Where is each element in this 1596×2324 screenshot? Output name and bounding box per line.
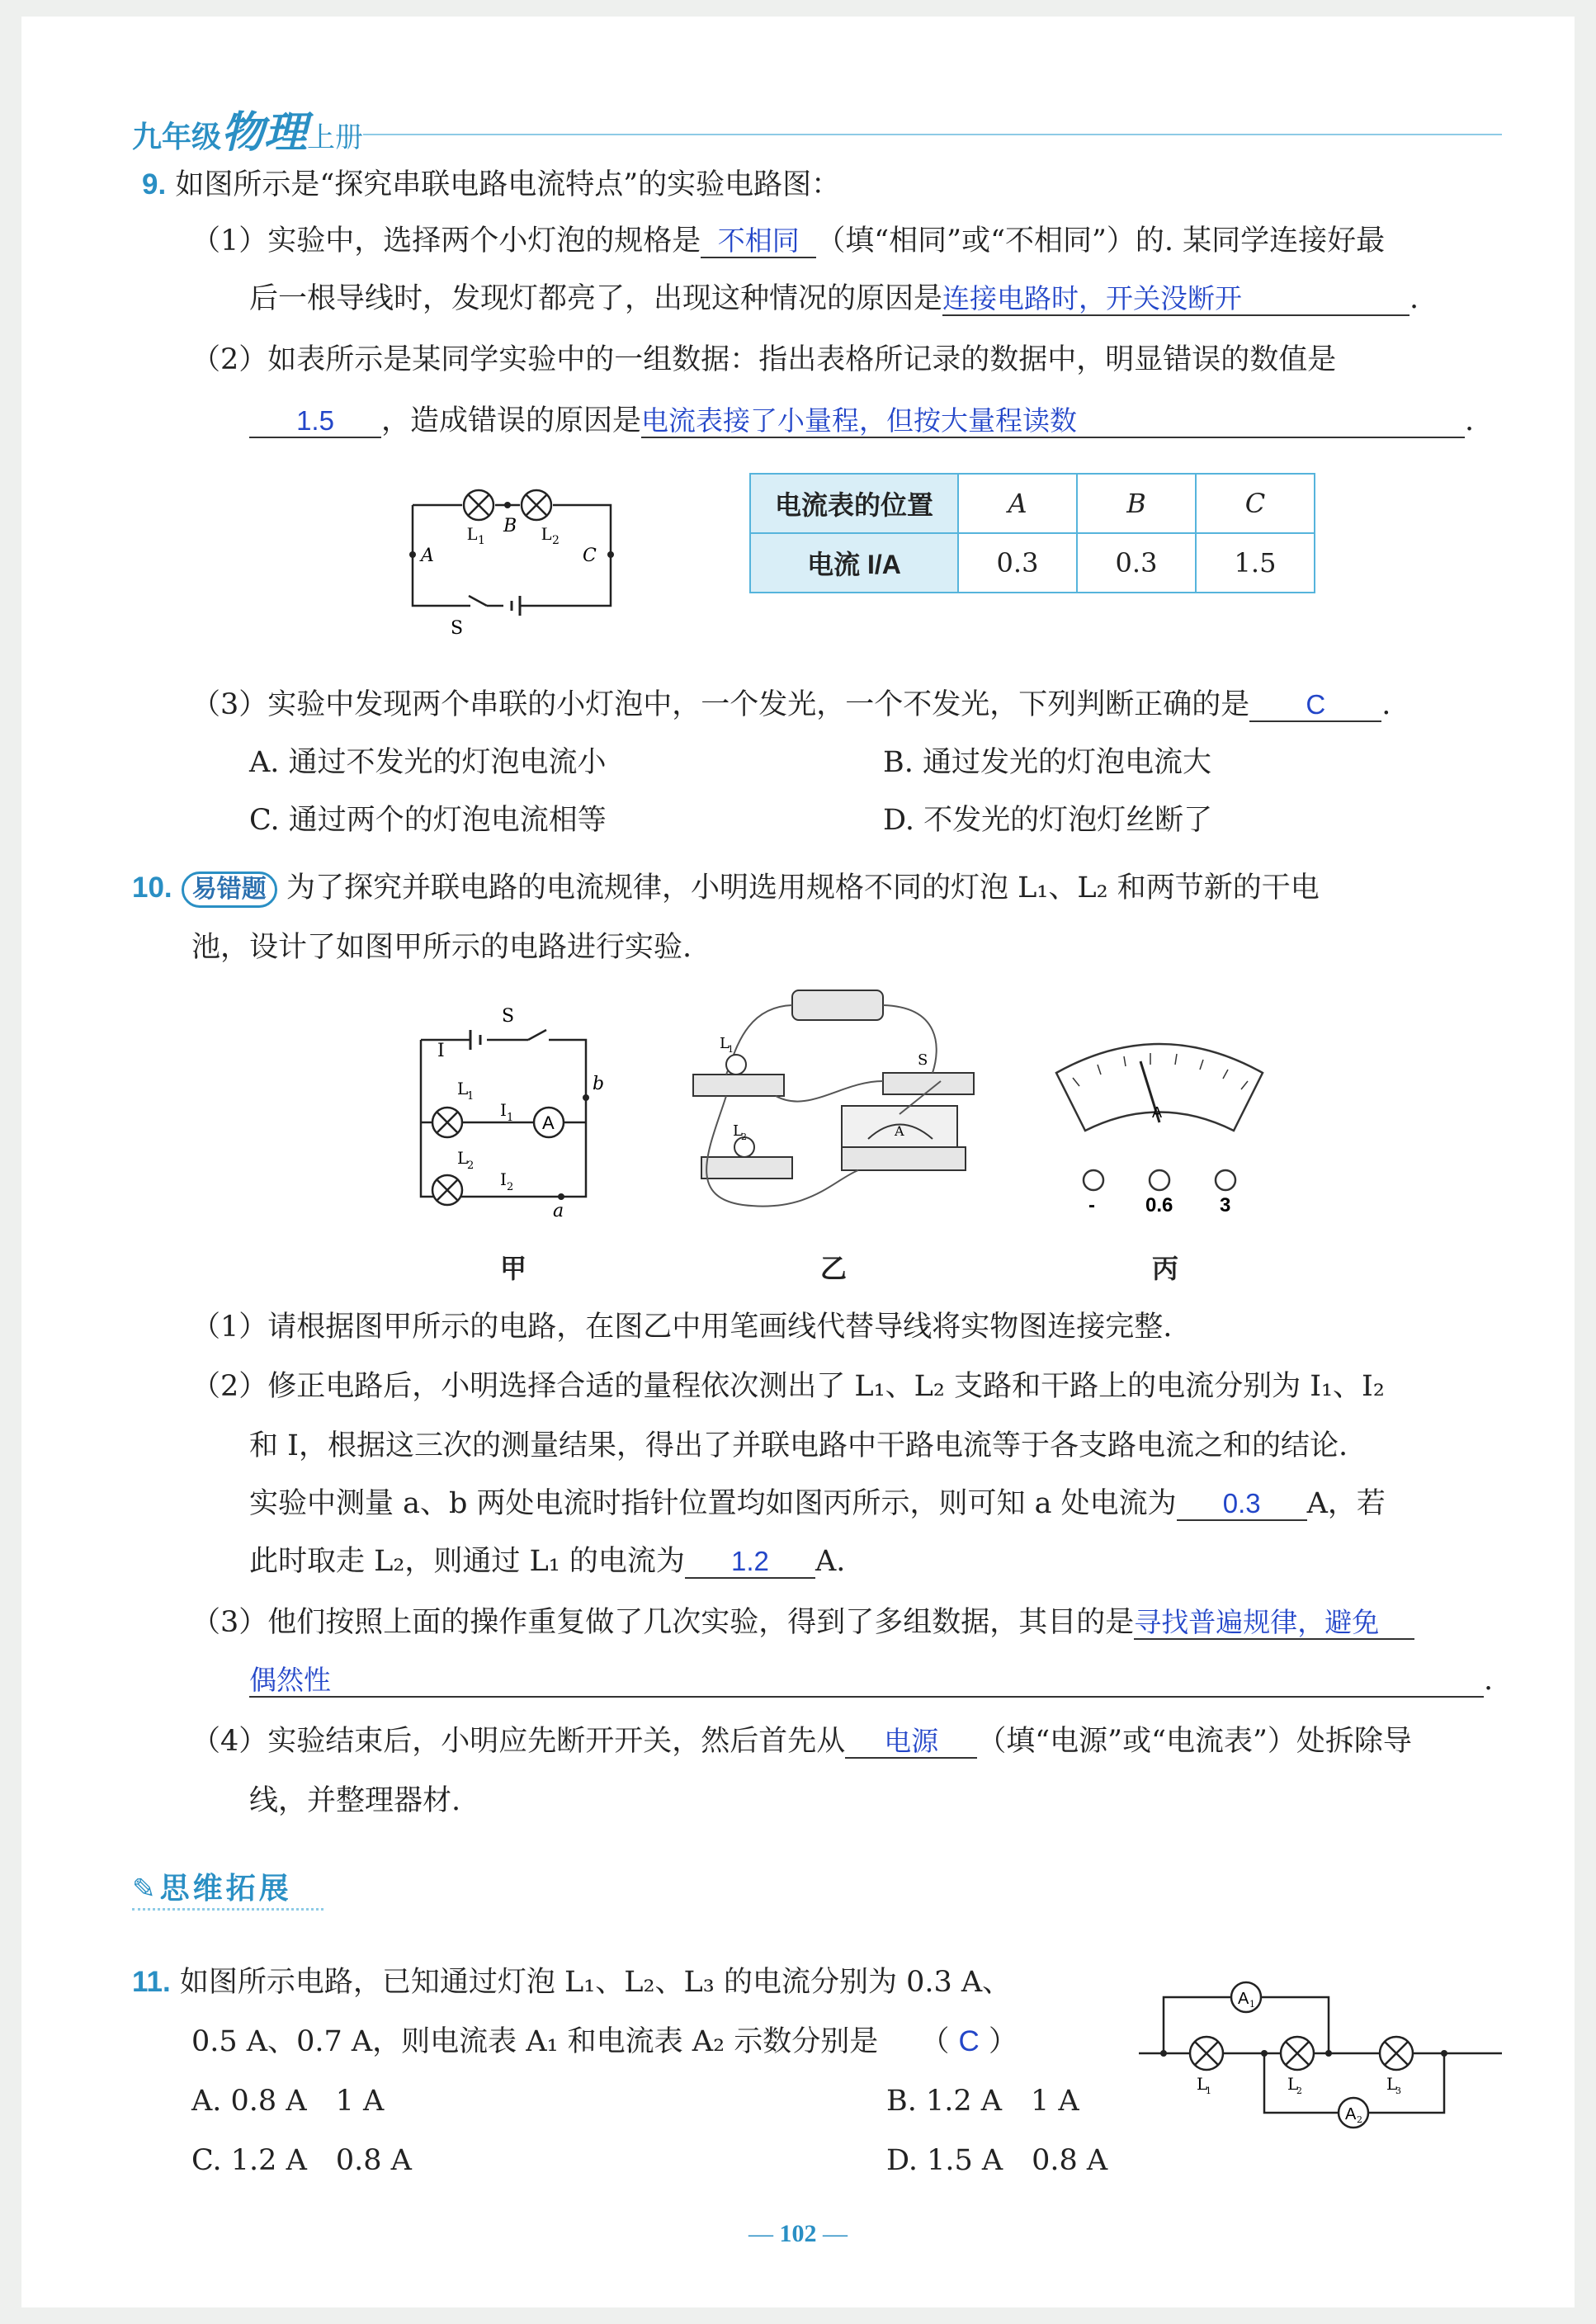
table-header-position: 电流表的位置 [750,474,958,533]
jia-label-l2: L [457,1148,469,1168]
q9-p2-text-b: ，造成错误的原因是 [381,404,642,437]
q11-ammeter-a2: A [1345,2105,1357,2123]
q10-p2-answer2: 1.2 [685,1546,815,1579]
q9-label-a: A [421,546,434,566]
q11-label-l3-sub: 3 [1395,2085,1401,2096]
q10-p3-text: （3）他们按照上面的操作重复做了几次实验，得到了多组数据，其目的是 [191,1606,1135,1639]
section-header [132,1865,292,1907]
jia-label-i1: I [500,1100,507,1120]
q9-label-l1: L [467,523,479,544]
terminal-minus-label: - [1088,1194,1095,1216]
q11-label-l2: L [1287,2074,1299,2094]
header-subject: 物理 [221,109,308,157]
ammeter-a-symbol: A [542,1112,555,1133]
table-row [750,474,1315,533]
section-title: 思维拓展 [159,1871,292,1905]
q10-part2-line3 [249,1486,1386,1522]
q9-p1-answer1: 不相同 [701,225,816,258]
q9-label-l1-sub: 1 [478,534,485,547]
table-row [750,533,1315,593]
footer-dash-right: — [816,2220,848,2247]
q9-label-s: S [451,618,464,639]
q9-p2-answer2: 电流表接了小量程，但按大量程读数 [641,405,1465,438]
q9-p2-end: . [1465,404,1475,437]
q11-number: 11. [132,1966,171,1998]
jia-label-i2: I [500,1169,507,1189]
q9-p1-end: . [1409,282,1419,315]
terminal-3-label: 3 [1220,1194,1231,1216]
q9-option-d: D. 不发光的灯泡灯丝断了 [883,804,1213,837]
q11-ammeter-a2-sub: 2 [1357,2114,1362,2125]
q9-number: 9. [142,168,167,201]
q11-line1 [132,1964,1011,2000]
q9-part2-line2 [249,403,1474,439]
q9-part1-line1 [191,223,1385,259]
q10-part4-line2: 线，并整理器材. [249,1784,461,1817]
q11-label-l1-sub: 1 [1206,2085,1211,2096]
q10-p4-answer: 电源 [845,1726,977,1759]
q9-p3-answer: C [1249,689,1381,722]
terminal-0-6 [1150,1170,1169,1190]
header-rule [363,134,1502,135]
yi-label-l2: L [733,1122,743,1140]
page-number: 102 [779,2220,817,2247]
table-col-a: A [958,474,1077,533]
q10-figure-bing-ammeter [1048,1032,1271,1221]
jia-label-i2-sub: 2 [507,1181,514,1193]
table-value-c: 1.5 [1196,533,1315,593]
q10-p3-answer2: 偶然性 [249,1665,1484,1698]
section-underline [132,1908,323,1911]
q11-option-c: C. 1.2 A 0.8 A [191,2144,412,2177]
q10-p2-text-c: 此时取走 L₂，则通过 L₁ 的电流为 [249,1545,685,1578]
q9-series-circuit [396,472,627,637]
q10-part2-line1: （2）修正电路后，小明选择合适的量程依次测出了 L₁、L₂ 支路和干路上的电流分别为 I₁、I₂ [191,1370,1385,1403]
q9-p1-text-a: （1）实验中，选择两个小灯泡的规格是 [191,224,701,257]
footer-dash-left: — [748,2220,780,2247]
bing-ammeter-a: A [1152,1104,1163,1121]
jia-label-s: S [502,1006,515,1027]
q11-answer: C [958,2025,980,2057]
q9-p3-end: . [1381,688,1391,721]
q11-label-l1: L [1197,2074,1208,2094]
fig-caption-yi: 乙 [820,1254,848,1283]
q9-label-b: B [503,516,517,536]
q10-number: 10. [132,872,172,904]
q11-ammeter-a1-sub: 1 [1249,1999,1255,2010]
q10-part2-line4 [249,1543,845,1580]
q10-p2-text-d: A. [815,1545,846,1578]
q9-stem [142,167,840,203]
q9-p1-text-c: 后一根导线时，发现灯都亮了，出现这种情况的原因是 [249,282,943,315]
header-grade: 九年级 [132,120,222,154]
page-header [132,97,363,159]
q9-p1-answer2: 连接电路时，开关没断开 [942,283,1409,316]
q11-text2: 0.5 A、0.7 A，则电流表 A₁ 和电流表 A₂ 示数分别是 [191,2025,879,2058]
table-value-a: 0.3 [958,533,1077,593]
q10-p2-text-a: 实验中测量 a、b 两处电流时指针位置均如图丙所示，则可知 a 处电流为 [249,1487,1177,1520]
q10-stem-line2: 池，设计了如图甲所示的电路进行实验. [191,931,692,964]
q9-label-c: C [583,546,597,566]
table-col-c: C [1196,474,1315,533]
q10-stem-text1: 为了探究并联电路的电流规律，小明选用规格不同的灯泡 L₁、L₂ 和两节新的干电 [286,872,1320,905]
q9-label-l2-sub: 2 [552,534,560,547]
q11-option-d: D. 1.5 A 0.8 A [886,2144,1108,2177]
q9-p2-answer1: 1.5 [249,405,381,438]
q10-p3-end: . [1484,1664,1494,1697]
jia-label-i1-sub: 1 [507,1112,514,1124]
q9-data-table [749,473,1315,593]
header-volume: 上册 [307,122,364,154]
q11-line2 [191,2024,1018,2060]
table-value-b: 0.3 [1077,533,1196,593]
q9-p2-text-a: （2）如表所示是某同学实验中的一组数据：指出表格所记录的数据中，明显错误的数值是 [191,343,1337,376]
fig-caption-bing: 丙 [1152,1254,1179,1283]
q9-part3 [191,687,1391,723]
q10-part4-line1 [191,1723,1412,1760]
q11-ammeter-a1: A [1238,1990,1249,2008]
jia-label-l1: L [457,1079,469,1098]
yi-label-l1: L [720,1035,730,1052]
q9-label-l2: L [541,523,553,544]
q10-figure-jia-circuit [404,999,605,1221]
q11-answer-bracket: （ C ） [920,2025,1018,2058]
table-header-current: 电流 I/A [750,533,958,593]
q10-p4-text-a: （4）实验结束后，小明应先断开开关，然后首先从 [191,1725,846,1758]
q9-p1-text-b: （填“相同”或“不相同”）的. 某同学连接好最 [816,224,1386,257]
pencil-icon: ✎ [132,1873,156,1906]
q11-option-a: A. 0.8 A 1 A [191,2085,385,2118]
q10-part2-line2: 和 I，根据这三次的测量结果，得出了并联电路中干路电流等于各支路电流之和的结论. [249,1429,1348,1462]
q9-option-b: B. 通过发光的灯泡电流大 [883,746,1211,779]
q10-stem-line1 [132,870,1320,908]
jia-label-b: b [593,1074,605,1094]
q9-option-a: A. 通过不发光的灯泡电流小 [249,746,607,779]
yi-ammeter-a: A [895,1123,904,1139]
q11-text1: 如图所示电路，已知通过灯泡 L₁、L₂、L₃ 的电流分别为 0.3 A、 [179,1966,1012,1999]
q9-option-c: C. 通过两个的灯泡电流相等 [249,804,607,837]
q11-label-l2-sub: 2 [1296,2085,1302,2096]
q10-part3-line1 [191,1604,1414,1641]
q10-p2-answer1: 0.3 [1177,1488,1307,1521]
jia-label-a: a [553,1201,564,1221]
terminal-0-6-label: 0.6 [1145,1194,1173,1216]
terminal-3 [1216,1170,1235,1190]
q9-p3-text: （3）实验中发现两个串联的小灯泡中，一个发光，一个不发光，下列判断正确的是 [191,688,1250,721]
error-prone-tag: 易错题 [182,872,277,908]
q10-p3-answer1: 寻找普遍规律，避免 [1134,1607,1414,1640]
q9-part2-line1 [191,342,1336,378]
jia-label-l2-sub: 2 [467,1160,475,1172]
jia-label-l1-sub: 1 [467,1090,475,1103]
yi-label-l2-sub: 2 [741,1131,747,1142]
yi-label-s: S [918,1051,928,1069]
q11-circuit [1139,1972,1510,2146]
q9-stem-text: 如图所示是“探究串联电路电流特点”的实验电路图： [175,168,841,201]
jia-label-i: I [437,1041,445,1061]
q10-part3-line2 [249,1662,1493,1698]
q11-option-b: B. 1.2 A 1 A [886,2085,1079,2118]
q10-p4-text-b: （填“电源”或“电流表”）处拆除导 [977,1725,1412,1758]
q11-label-l3: L [1386,2074,1398,2094]
fig-caption-jia: 甲 [500,1254,527,1283]
page-footer [0,2220,1596,2248]
q10-p2-text-b: A，若 [1306,1487,1386,1520]
q10-part1: （1）请根据图甲所示的电路，在图乙中用笔画线代替导线将实物图连接完整. [191,1311,1173,1344]
terminal-minus [1084,1170,1103,1190]
q10-figure-yi-physical [677,982,1007,1221]
yi-label-l1-sub: 1 [728,1044,734,1055]
q9-part1-line2 [249,281,1419,317]
table-col-b: B [1077,474,1196,533]
